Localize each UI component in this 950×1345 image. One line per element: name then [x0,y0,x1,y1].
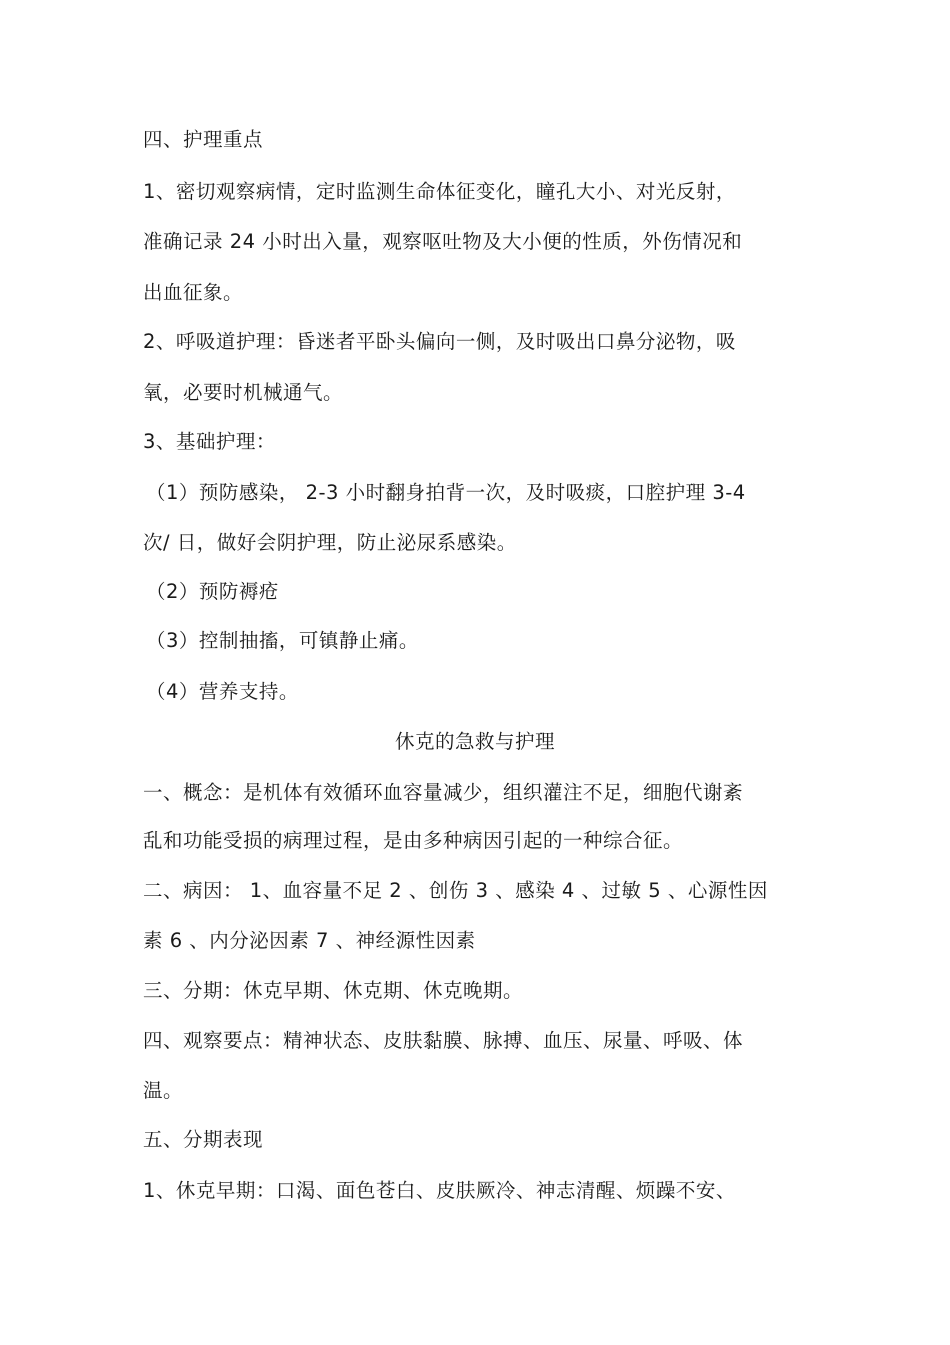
paragraph-line: 四、观察要点：精神状态、皮肤黏膜、脉搏、血压、尿量、呼吸、体 [143,1029,744,1052]
paragraph-line: 3、基础护理： [143,430,276,453]
list-item: （2）预防褥疮 [146,580,279,603]
paragraph-line: 1、休克早期：口渴、面色苍白、皮肤厥冷、神志清醒、烦躁不安、 [143,1179,736,1202]
paragraph-line: 氧，必要时机械通气。 [143,381,344,404]
paragraph-line: 二、病因： 1、血容量不足 2 、创伤 3 、感染 4 、过敏 5 、心源性因 [143,879,768,902]
paragraph-line: 五、分期表现 [143,1128,264,1151]
list-item: （1）预防感染， 2-3 小时翻身拍背一次，及时吸痰，口腔护理 3-4 [146,481,746,504]
paragraph-line: 次/ 日，做好会阴护理，防止泌尿系感染。 [143,531,517,554]
paragraph-line: 温。 [143,1079,184,1102]
paragraph-line: 2、呼吸道护理：昏迷者平卧头偏向一侧，及时吸出口鼻分泌物，吸 [143,330,736,353]
paragraph-line: 一、概念：是机体有效循环血容量减少，组织灌注不足，细胞代谢紊 [143,781,744,804]
section-heading-nursing-focus: 四、护理重点 [143,128,264,151]
paragraph-line: 出血征象。 [143,281,244,304]
list-item: （4）营养支持。 [146,680,299,703]
section-title-shock: 休克的急救与护理 [394,730,555,753]
paragraph-line: 准确记录 24 小时出入量，观察呕吐物及大小便的性质，外伤情况和 [143,230,743,253]
list-item: （3）控制抽搐，可镇静止痛。 [146,629,419,652]
paragraph-line: 素 6 、内分泌因素 7 、神经源性因素 [143,929,476,952]
paragraph-line: 乱和功能受损的病理过程，是由多种病因引起的一种综合征。 [143,829,684,852]
paragraph-line: 三、分期：休克早期、休克期、休克晚期。 [143,979,524,1002]
paragraph-line: 1、密切观察病情，定时监测生命体征变化，瞳孔大小、对光反射， [143,180,736,203]
